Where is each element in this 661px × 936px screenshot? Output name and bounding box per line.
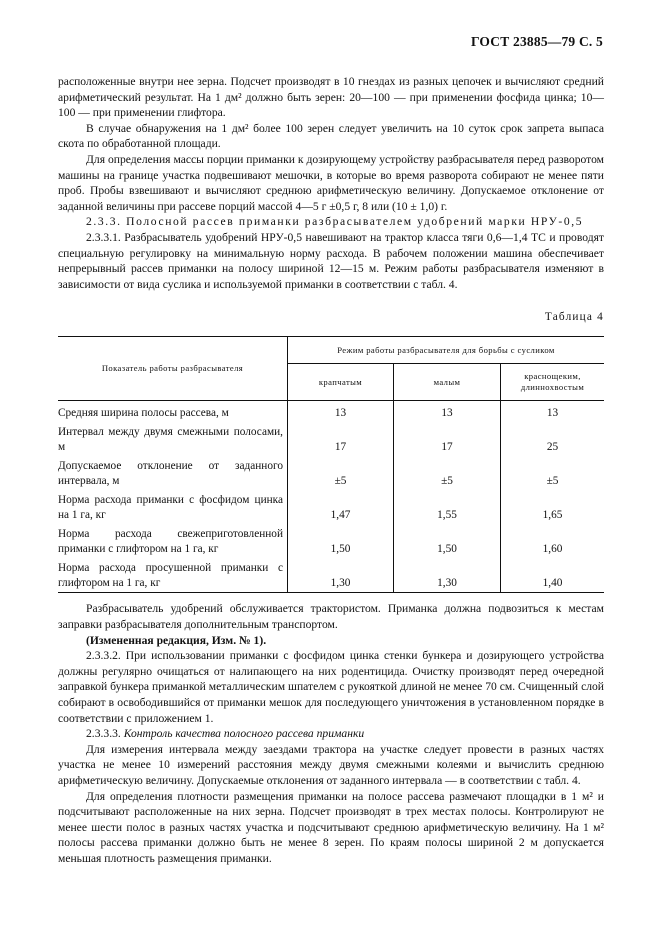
row-label: Интервал между двумя смежными полосами, м xyxy=(58,420,288,454)
edition-note: (Измененная редакция, Изм. № 1). xyxy=(86,633,267,647)
table-cell: 1,47 xyxy=(288,488,394,522)
paragraph: В случае обнаружения на 1 дм² более 100 зерен следует увеличить на 10 суток срок запрета выпаса скота по обработанной площади. xyxy=(58,121,604,151)
table-cell: 1,50 xyxy=(288,522,394,556)
section-number: 2.3.3.3. xyxy=(86,727,121,741)
table-4 xyxy=(58,336,604,594)
page-header: ГОСТ 23885—79 С. 5 xyxy=(470,34,603,49)
table-row xyxy=(58,488,604,522)
table-row xyxy=(58,454,604,488)
table-caption: Таблица 4 xyxy=(544,311,604,324)
paragraph: Для измерения интервала между заездами трактора на участке следует провести в разных частях участка не менее 10 измерений расстояния между двумя смежными колеями и вычислить среднюю арифметическую величину. Допускаемые отклонения от заданного интервала — в соответствии с табл. 4. xyxy=(58,742,604,787)
paragraph: расположенные внутри нее зерна. Подсчет производят в 10 гнездах из разных цепочек и вычисляют средний арифметический результат. На 1 дм² должно быть зерен: 20—100 — при применении фосфида цинка; 10—100 — при применении глифтора. xyxy=(58,75,604,120)
section-title: Контроль качества полосного рассева приманки xyxy=(123,727,365,741)
row-label: Средняя ширина полосы рассева, м xyxy=(58,400,288,420)
table-cell: 13 xyxy=(546,406,559,419)
row-label: Норма расхода просушенной приманки с глифтором на 1 га, кг xyxy=(58,556,288,593)
table-row xyxy=(58,420,604,454)
paragraph: Для определения плотности размещения приманки на полосе рассева размечают площадки в 1 м² и подсчитывают расположенные на них зерна. Подсчет производят в трех местах полосы. Контролируют не менее шести полос в разных частях участка и подсчитывают среднюю арифметическую величину. На 1 м² полосы рассева приманки должно быть не менее 8 зерен. По краям полосы шириной 2 м допускается меньшая плотность размещения приманки. xyxy=(58,789,604,865)
table-head-group: Режим работы разбрасывателя для борьбы с сусликом xyxy=(288,336,605,363)
table-cell: ±5 xyxy=(288,454,394,488)
table-cell: 25 xyxy=(546,440,559,453)
table-cell: 17 xyxy=(394,420,501,454)
row-label: Норма расхода приманки с фосфидом цинка на 1 га, кг xyxy=(58,488,288,522)
table-cell: 1,30 xyxy=(394,556,501,593)
row-label: Норма расхода свежеприготовленной приманки с глифтором на 1 га, кг xyxy=(58,522,288,556)
row-label: Допускаемое отклонение от заданного интервала, м xyxy=(58,454,288,488)
table-cell: 1,50 xyxy=(394,522,501,556)
table-col-header: краснощеким, длиннохвостым xyxy=(501,363,605,400)
paragraph-2-3-3-2: 2.3.3.2. При использовании приманки с фосфидом цинка стенки бункера и дозирующего устройства должны регулярно очищаться от налипающего на них родентицида. Очистку производят перед очередной заправкой бункера приманкой металлическим шпателем с рукояткой длиной не менее 70 см. Счищенный слой собирают в освободившийся от приманки мешок для последующего уничтожения в установленном порядке в соответствии с приложением 1. xyxy=(58,649,604,725)
table-cell: ±5 xyxy=(546,474,559,487)
table-col-header: крапчатым xyxy=(288,363,394,400)
table-col-header: малым xyxy=(394,363,501,400)
table-row xyxy=(58,556,604,593)
table-cell: 1,60 xyxy=(542,542,563,555)
table-cell: 1,30 xyxy=(288,556,394,593)
table-cell: 1,65 xyxy=(542,508,563,521)
table-cell: 13 xyxy=(288,400,394,420)
table-row xyxy=(58,400,604,420)
paragraph: Разбрасыватель удобрений обслуживается трактористом. Приманка должна подвозиться к местам заправки разбрасывателя дополнительным транспортом. xyxy=(58,602,604,631)
section-heading-2-3-3: 2.3.3. Полосной рассев приманки разбрасывателем удобрений марки НРУ-0,5 xyxy=(86,215,584,229)
paragraph-2-3-3-1: 2.3.3.1. Разбрасыватель удобрений НРУ-0,5 навешивают на трактор класса тяги 0,6—1,4 ТС и проводят специальную регулировку на минимальную норму расхода. В рабочем положении машина обеспечивает непрерывный рассев приманки на полосу шириной 12—15 м. Режим работы разбрасывателя изменяют в зависимости от вида суслика и используемой приманки в соответствии с табл. 4. xyxy=(58,230,604,291)
paragraph: Для определения массы порции приманки к дозирующему устройству разбрасывателя перед разворотом машины на границе участка подвешивают мешочки, в которые во время разворота собирают не менее пяти проб. Пробы взвешивают и вычисляют среднюю арифметическую величину. Допускаемое отклонение от заданной величины при рассеве порций массой 4—5 г ±0,5 г, 8 или (10 ± 1,0) г. xyxy=(58,152,604,213)
section-heading-2-3-3-3 xyxy=(58,726,604,742)
table-cell: 17 xyxy=(288,420,394,454)
table-cell: 1,55 xyxy=(394,488,501,522)
document-body xyxy=(58,74,604,867)
table-cell: ±5 xyxy=(394,454,501,488)
table-head-indicator: Показатель работы разбрасывателя xyxy=(58,336,288,400)
table-row xyxy=(58,522,604,556)
table-cell: 13 xyxy=(394,400,501,420)
table-cell: 1,40 xyxy=(501,556,605,593)
